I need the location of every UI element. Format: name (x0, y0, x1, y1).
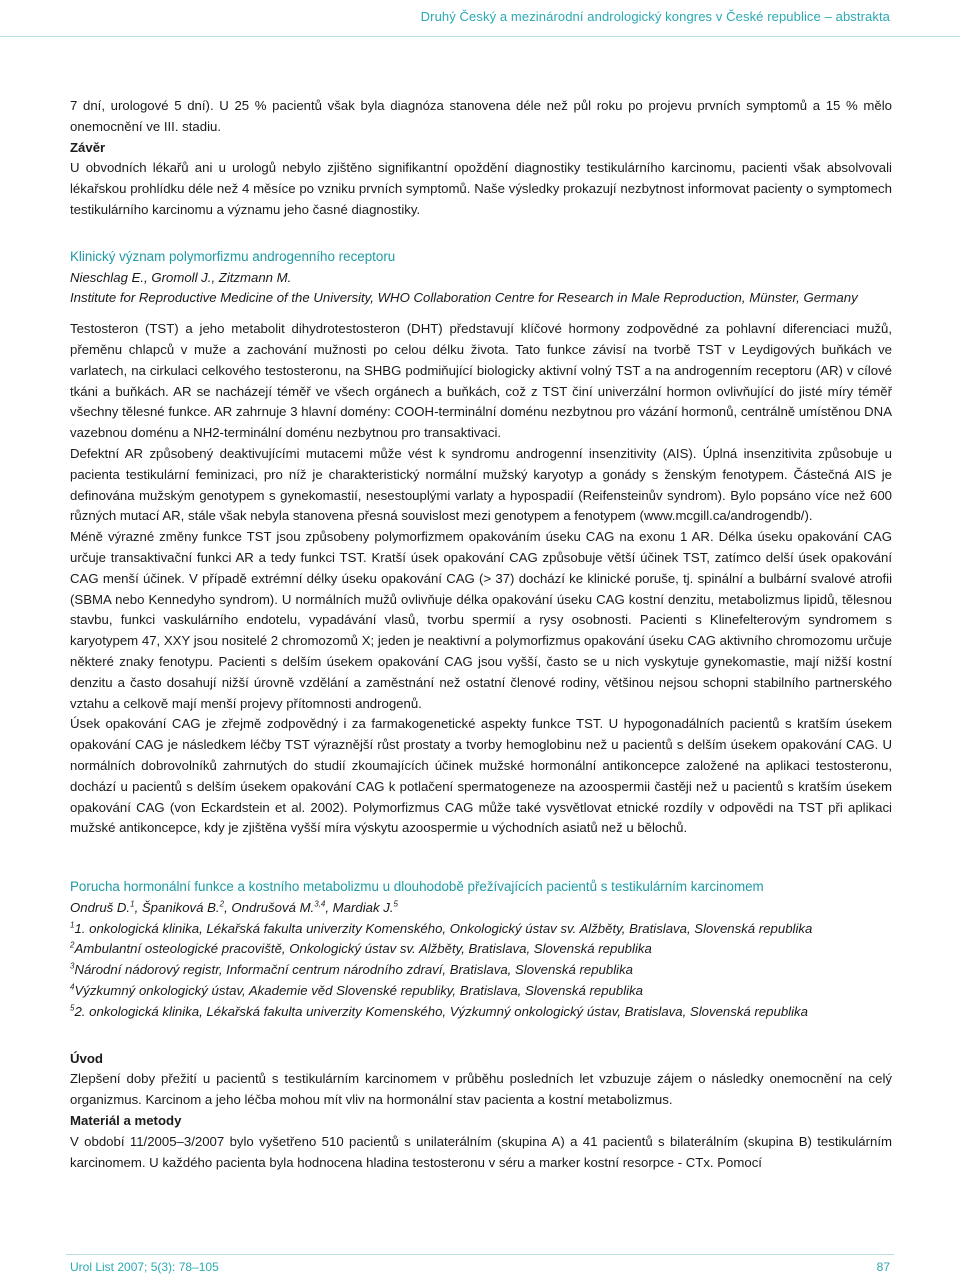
footer-divider (66, 1254, 894, 1255)
affiliation-sup: 1 (70, 920, 75, 930)
article-paragraph: Defektní AR způsobený deaktivujícími mutacemi může vést k syndromu androgenní insenzitivity (AIS). Úplná insenzitivita způsobuje u pacienta testikulární feminizaci, pro níž je charakteristický normální mužský karyotyp a gonády s ženským fenotypem. Částečná AIS je definována mužským genotypem s gynekomastií, nesestouplými varlaty a hypospadií (Reifensteinův syndrom). Bylo popsáno více než 600 různých mutací AR, stále však nebyla stanovena přesná souvislost mezi genotypem a fenotypem (www.mcgill.ca/androgendb/). (70, 445, 892, 524)
spacer (70, 221, 892, 247)
article-title: Klinický význam polymorfizmu androgenního receptoru (70, 248, 396, 264)
page-header (0, 0, 960, 36)
page-footer (0, 1254, 960, 1282)
intro-paragraph: Zlepšení doby přežití u pacientů s testikulárním karcinomem v průběhu posledních let vzbuzuje zájem o následky onemocnění na celý organizmus. Karcinom a jeho léčba mohou mít vliv na hormonální stav pacienta a kostní metabolizmus. (70, 1071, 892, 1108)
article-hormonal-bone (70, 877, 892, 1173)
article-paragraph: Úsek opakování CAG je zřejmě zodpovědný i za farmakogenetické aspekty funkce TST. U hypogonadálních pacientů s kratším úsekem opakování CAG je následkem léčby TST výraznější růst prostaty a tvorby hemoglobinu než u pacientů s delším úsekem opakování CAG. U normálních dobrovolníků zahrnutých do studií zkoumajících účinek mužské hormonální antikoncepce založené na aplikaci testosteronu, dochází u pacientů s delším úsekem opakování CAG k potlačení spermatogeneze na azoospermii častěji než u pacientů s kratším úsekem opakování CAG (von Eckardstein et al. 2002). Polymorfizmus CAG může také vysvětlovat etnické rozdíly v odpovědi na TST při aplikaci mužské antikoncepce, kdy je zjištěna vyšší míra výskytu azoospermie u východních asiatů než u bělochů. (70, 716, 892, 836)
author-sup: 3,4 (314, 899, 326, 909)
affiliation-text: 2. onkologická klinika, Lékařská fakulta univerzity Komenského, Výzkumný onkologický ústav, Bratislava, Slovenská republika (74, 1003, 808, 1019)
affiliation-text: Výzkumný onkologický ústav, Akademie věd Slovenské republiky, Bratislava, Slovenská republika (74, 983, 644, 999)
article-institution: Institute for Reproductive Medicine of the University, WHO Collaboration Centre for Research in Male Reproduction, Münster, Germany (70, 290, 858, 306)
conclusion-heading: Závěr (70, 139, 106, 155)
page-number: 87 (876, 1260, 890, 1274)
affiliation (70, 960, 892, 981)
article-title: Porucha hormonální funkce a kostního metabolizmu u dlouhodobě přežívajících pacientů s testikulárním karcinomem (70, 879, 764, 895)
conclusion-paragraph: U obvodních lékařů ani u urologů nebylo zjištěno signifikantní opoždění diagnostiky testikulárního karcinomu, pacienti však absolvovali lékařskou prohlídku déle než 4 měsíce po vzniku prvních symptomů. Naše výsledky prokazují nezbytnost informovat pacienty o symptomech testikulárního karcinomu a významu jeho časné diagnostiky. (70, 160, 892, 217)
affiliation-sup: 2 (70, 941, 75, 951)
author-sup: 1 (130, 899, 135, 909)
author-name: Ondruš D. (70, 899, 131, 915)
author-sup: 2 (219, 899, 225, 909)
affiliation-text: Ambulantní osteologické pracoviště, Onkologický ústav sv. Alžběty, Bratislava, Slovenská republika (74, 941, 652, 957)
article-paragraph: Méně výrazné změny funkce TST jsou způsobeny polymorfizmem opakováním úseku CAG na exonu 1 AR. Délka úseku opakování CAG určuje transaktivační funkci AR a tedy funkci TST. Kratší úsek opakování CAG způsobuje větší účinek TST, zatímco delší úsek opakování CAG menší účinek. V případě extrémní délky úseku opakování CAG (> 37) dochází ke klinické poruše, tj. spinální a bulbární svalové atrofii (SBMA nebo Kennedyho syndrom). U normálních mužů ovlivňuje délka opakování úseku CAG kostní denzitu, metabolizmus lipidů, tělesnou stavbu, funkci vaskulárního endotelu, vypadávání vlasů, tvorbu spermií a rysy osobnosti. Pacienti s Klinefelterovým syndromem s karyotypem 47, XXY jsou nositelé 2 chromozomů X; jeden je neaktivní a polymorfizmus opakování úseku CAG aktivního chromozomu určuje některé znaky fenotypu. Pacienti s delším úsekem opakování CAG jsou vyšší, často se u nich vyskytuje gynekomastie, mají nižší kostní denzitu a často dosahují nižší úrovně vzdělání a zaměstnání než ostatní členové rodiny, většinou nejsou schopni stabilního partnerského vztahu a celkově mají menší projevy přítomnosti androgenů. (70, 529, 892, 711)
affiliation-text: Národní nádorový registr, Informační centrum národního zdraví, Bratislava, Slovenská republika (74, 962, 634, 978)
affiliation-sup: 5 (70, 1003, 75, 1013)
journal-citation: Urol List 2007; 5(3): 78–105 (70, 1260, 219, 1274)
spacer (70, 1023, 892, 1049)
continuation-paragraph: 7 dní, urologové 5 dní). U 25 % pacientů však byla diagnóza stanovena déle než půl roku po projevu prvních symptomů a 15 % mělo onemocnění ve III. stadiu. (70, 98, 892, 134)
affiliation-sup: 3 (70, 961, 75, 971)
author-name: Španiková B. (141, 899, 220, 915)
affiliation (70, 939, 892, 960)
article-authors: Ondruš D.$^1$, Španiková B.$^2$, Ondrušová M.$^{3,4}$, Mardiak J.$^5$ (70, 899, 398, 915)
article-paragraph: Testosteron (TST) a jeho metabolit dihydrotestosteron (DHT) představují klíčové hormony zodpovědné za pohlavní diferenciaci mužů, přeměnu chlapců v muže a zachování mužnosti po celou délku života. Tato funkce závisí na tvorbě TST v Leydigových buňkách ve varlatech, na cirkulaci celkového testosteronu, na SHBG podmiňující biologicky aktivní volný TST a na androgenním receptoru (AR) v cílové tkáni a buňkách. AR se nacházejí téměř ve všech orgánech a buňkách, což z TST činí univerzální hormon ovlivňující do jisté míry téměř všechny tělesné funkce. AR zahrnuje 3 hlavní domény: COOH-terminální doménu nezbytnou pro vázání hormonů, centrálně umístěnou DNA vazebnou doménu a NH2-terminální doménu nezbytnou pro transaktivaci. (70, 321, 892, 441)
affiliation (70, 919, 892, 940)
author-name: Mardiak J. (332, 899, 394, 915)
author-name: Ondrušová M. (231, 899, 315, 915)
article-authors: Nieschlag E., Gromoll J., Zitzmann M. (70, 269, 292, 285)
methods-heading: Materiál a metody (70, 1113, 182, 1129)
running-header-title: Druhý Český a mezinárodní andrologický kongres v České republice – abstrakta (420, 9, 890, 24)
affiliation (70, 981, 892, 1002)
affiliation (70, 1002, 892, 1023)
affiliation-text: 1. onkologická klinika, Lékařská fakulta univerzity Komenského, Onkologický ústav sv. Alžběty, Bratislava, Slovenská republika (74, 920, 813, 936)
spacer (70, 309, 892, 319)
section-continuation (70, 96, 892, 221)
methods-paragraph: V období 11/2005–3/2007 bylo vyšetřeno 510 pacientů s unilaterálním (skupina A) a 41 pacientů s bilaterálním (skupina B) testikulárním karcinomem. U každého pacienta byla hodnocena hladina testosteronu v séru a marker kostní resorpce - CTx. Pomocí (70, 1133, 892, 1170)
spacer (70, 839, 892, 877)
page-content (70, 96, 892, 1173)
header-divider (0, 36, 960, 37)
author-sup: 5 (393, 899, 398, 909)
intro-heading: Úvod (70, 1050, 103, 1066)
article-androgen-receptor (70, 247, 892, 839)
affiliation-sup: 4 (70, 982, 75, 992)
